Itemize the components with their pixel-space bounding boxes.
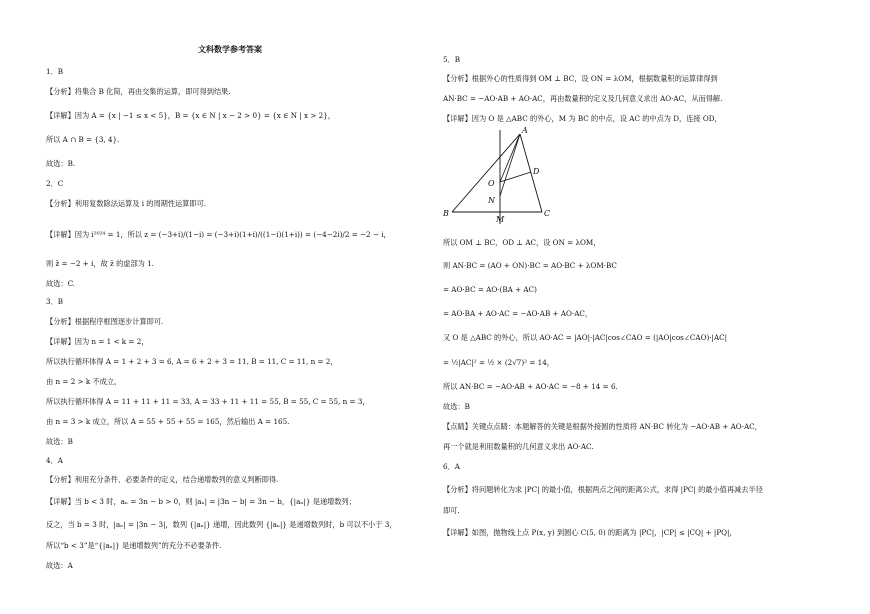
left-line: 故选：A (46, 561, 73, 570)
left-line: 【详解】因为 i²⁰²⁴ = 1，所以 z = (−3+i)/(1−i) = (−3+i)(1+i)/((1−i)(1+i)) = (−4−2i)/2 = −2 − i， (46, 230, 391, 239)
left-line: 故选：C. (46, 279, 76, 288)
left-line: 1．B (46, 67, 64, 76)
left-line: 【分析】将集合 B 化简，再由交集的运算，即可得到结果. (46, 87, 231, 96)
label-M: M (496, 215, 505, 224)
label-B: B (443, 209, 449, 218)
left-line: 则 z̄ = −2 + i，故 z̄ 的虚部为 1. (46, 259, 154, 268)
label-A: A (522, 126, 528, 135)
label-O: O (488, 179, 495, 188)
right-line: 6．A (443, 462, 460, 471)
right-line: 故选：B (443, 402, 470, 411)
doc-title: 文科数学参考答案 (198, 44, 262, 54)
right-line: 则 AN·BC = (AO + ON)·BC = AO·BC + λOM·BC (443, 261, 617, 270)
right-line: 【详解】因为 O 是 △ABC 的外心，M 为 BC 的中点，设 AC 的中点为 D，连接 OD， (443, 114, 722, 123)
left-line: 反之，当 b = 3 时，|aₙ| = |3n − 3|，数列 {|aₙ|} 递增，因此数列 {|aₙ|} 是递增数列时，b 可以不小于 3， (46, 520, 397, 529)
left-line: 由 n = 2 > k 不成立， (46, 377, 122, 386)
left-line: 【详解】因为 n = 1 < k = 2， (46, 337, 149, 346)
left-line: 4．A (46, 456, 63, 465)
right-line: = AO·BA + AO·AC = −AO·AB + AO·AC， (443, 309, 593, 318)
left-line: 2．C (46, 179, 64, 188)
right-line: 又 O 是 △ABC 的外心，所以 AO·AC = |AO|·|AC|cos∠CAO = (|AO|cos∠CAO)·|AC| (443, 333, 728, 342)
right-line: = AO·BC = AO·(BA + AC) (443, 285, 537, 294)
left-line: 【分析】利用充分条件、必要条件的定义，结合递增数列的意义判断即得. (46, 475, 279, 484)
left-line: 【详解】当 b < 3 时，aₙ = 3n − b > 0，则 |aₙ| = |3n − b| = 3n − b，{|aₙ|} 是递增数列； (46, 497, 356, 506)
right-line: 【分析】根据外心的性质得到 OM ⊥ BC，设 ON = λOM，根据数量积的运算律得到 (443, 74, 718, 83)
left-line: 故选：B (46, 437, 73, 446)
triangle-figure (440, 124, 570, 244)
label-D: D (533, 167, 540, 176)
left-line: 故选：B. (46, 159, 76, 168)
label-N: N (488, 196, 495, 205)
right-line: 即可. (443, 506, 460, 515)
left-line: 由 n = 3 > k 成立，所以 A = 55 + 55 + 55 = 165，然后输出 A = 165. (46, 417, 290, 426)
right-line: 【分析】将问题转化为求 |PC| 的最小值，根据两点之间的距离公式，求得 |PC| 的最小值再减去半径 (443, 485, 763, 494)
right-line: 【点睛】关键点点睛：本题解答的关键是根据外接圆的性质将 AN·BC 转化为 −AO·AB + AO·AC， (443, 422, 762, 431)
left-line: 【分析】利用复数除法运算及 i 的周期性运算即可. (46, 199, 207, 208)
left-line: 所以 A ∩ B = {3, 4}. (46, 135, 120, 144)
left-line: 所以执行循环体得 A = 1 + 2 + 3 = 6, A = 6 + 2 + 3 = 11, B = 11, C = 11, n = 2， (46, 357, 338, 366)
left-line: 【详解】因为 A = {x | −1 ≤ x < 5}，B = {x ∈ N | x − 2 > 0} = {x ∈ N | x > 2}， (46, 111, 335, 120)
right-line: = ½|AC|² = ½ × (2√7)² = 14， (443, 358, 554, 367)
left-line: 3．B (46, 297, 64, 306)
left-line: 所以执行循环体得 A = 11 + 11 + 11 = 33, A = 33 + 11 + 11 = 55, B = 55, C = 55, n = 3， (46, 397, 370, 406)
right-line: 所以 OM ⊥ BC，OD ⊥ AC，设 ON = λOM， (443, 238, 601, 247)
right-line: 再一个就是利用数量积的几何意义求出 AO·AC. (443, 442, 594, 451)
right-line: 【详解】如图，抛物线上点 P(x, y) 到圆心 C(5, 0) 的距离为 |PC|，|CP| ≤ |CQ| + |PQ|， (443, 528, 737, 537)
right-line: 所以 AN·BC = −AO·AB + AO·AC = −8 + 14 = 6. (443, 382, 618, 391)
label-C: C (544, 209, 551, 218)
left-line: 所以“b < 3”是“{|aₙ|} 是递增数列”的充分不必要条件. (46, 541, 222, 550)
left-line: 【分析】根据程序框图逐步计算即可. (46, 317, 164, 326)
right-line: AN·BC = −AO·AB + AO·AC，再由数量积的定义及几何意义求出 AO·AC，从而得解. (443, 94, 723, 103)
right-line: 5．B (443, 55, 461, 64)
